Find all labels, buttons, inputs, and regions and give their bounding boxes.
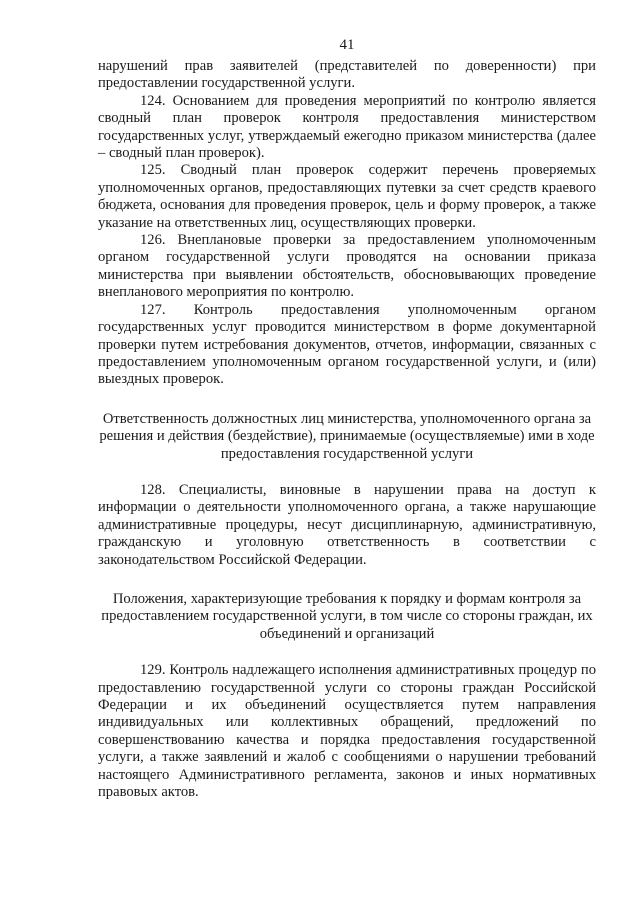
section-heading-responsibility: Ответственность должностных лиц министерства, уполномоченного органа за решения и действия (бездействие), принимаемые (осуществляемые) ими в ходе предоставления государственной услуги (99, 410, 595, 462)
paragraph-128: 128. Специалисты, виновные в нарушении права на доступ к информации о деятельности уполномоченного органа, а также нарушающие административные процедуры, несут дисциплинарную, административную, гражданскую и уголовную ответственность в соответствии с законодательством Российской Федерации. (98, 481, 596, 568)
spacer (98, 643, 596, 662)
paragraph-127: 127. Контроль предоставления уполномоченным органом государственных услуг проводится министерством в форме документарной проверки путем истребования документов, отчетов, информации, связанных с предоставлением уполномоченным органом государственной услуги, и (или) выездных проверок. (98, 301, 596, 388)
spacer (98, 389, 596, 411)
paragraph-124: 124. Основанием для проведения мероприятий по контролю является сводный план проверок контроля предоставления министерством государственных услуг, утверждаемый ежегодно приказом министерства (далее – сводный план проверок). (98, 92, 596, 162)
page-number: 41 (339, 37, 355, 53)
spacer (98, 569, 596, 591)
paragraph-126: 126. Внеплановые проверки за предоставлением уполномоченным органом государственной услуги проводятся на основании приказа министерства при выявлении обстоятельств, обосновывающих проведение внепланового мероприятия по контролю. (98, 232, 596, 301)
paragraph-129: 129. Контроль надлежащего исполнения административных процедур по предоставлению государственной услуги со стороны граждан Российской Федерации и их объединений осуществляется путем направления индивидуальных или коллективных обращений, предложений по совершенствованию качества и порядка предоставления государственной услуги, а также заявлений и жалоб с сообщениями о нарушении требований настоящего Административного регламента, законов и иных нормативных правовых актов. (98, 662, 596, 801)
document-page (98, 36, 596, 801)
section-heading-control-requirements: Положения, характеризующие требования к порядку и формам контроля за предоставлением государственной услуги, в том числе со стороны граждан, их объединений и организаций (101, 590, 593, 642)
spacer (98, 463, 596, 482)
paragraph-125: 125. Сводный план проверок содержит перечень проверяемых уполномоченных органов, предоставляющих путевки за счет средств краевого бюджета, основания для проведения проверок, цель и форму проверок, а также указание на ответственных лиц, осуществляющих проверки. (98, 162, 596, 231)
paragraph-continuation: нарушений прав заявителей (представителей по доверенности) при предоставлении государственной услуги. (98, 58, 596, 92)
